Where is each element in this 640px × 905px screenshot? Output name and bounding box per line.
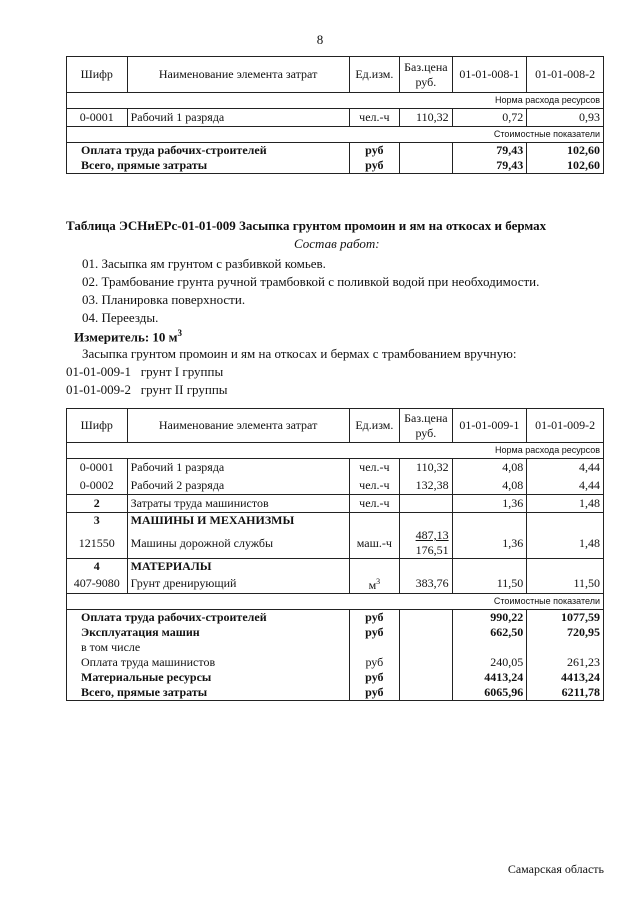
table-row: в том числе bbox=[67, 640, 604, 655]
cost-table-009 bbox=[66, 408, 604, 701]
work-item: 02. Трамбование грунта ручной трамбовкой с поливкой водой при необходимости. bbox=[82, 274, 540, 289]
table-row: Оплата труда рабочих-строителей руб 79,43 102,60 bbox=[67, 143, 604, 159]
header-code: Шифр bbox=[67, 409, 128, 443]
header-price: Баз.цена руб. bbox=[400, 57, 452, 93]
table-header-row bbox=[67, 409, 604, 443]
group-row: 4 МАТЕРИАЛЫ bbox=[67, 559, 604, 575]
band-norms: Норма расхода ресурсов bbox=[67, 443, 604, 459]
header-col1: 01-01-009-1 bbox=[452, 409, 527, 443]
group-row: 3 МАШИНЫ И МЕХАНИЗМЫ bbox=[67, 513, 604, 529]
variant-line: 01-01-009-2 грунт II группы bbox=[66, 382, 228, 397]
band-costs: Стоимостные показатели bbox=[67, 594, 604, 610]
page-number: 8 bbox=[316, 32, 324, 47]
band-costs: Стоимостные показатели bbox=[67, 127, 604, 143]
table-row: 0-0002 Рабочий 2 разряда чел.-ч 132,38 4,08 4,44 bbox=[67, 477, 604, 495]
section-title: Таблица ЭСНиЕРс-01-01-009 Засыпка грунтом промоин и ям на откосах и бермах bbox=[66, 218, 547, 233]
table-row: Оплата труда машинистов руб 240,05 261,23 bbox=[67, 655, 604, 670]
work-item: 04. Переезды. bbox=[82, 310, 159, 325]
work-item: 01. Засыпка ям грунтом с разбивкой комьев. bbox=[82, 256, 326, 271]
table-row: 121550 Машины дорожной службы маш.-ч 487,13 176,51 1,36 1,48 bbox=[67, 528, 604, 559]
band-row bbox=[67, 93, 604, 109]
cost-table-008 bbox=[66, 56, 604, 174]
table-row: Материальные ресурсы руб 4413,24 4413,24 bbox=[67, 670, 604, 685]
table-row: Оплата труда рабочих-строителей руб 990,22 1077,59 bbox=[67, 610, 604, 626]
header-col2: 01-01-008-2 bbox=[527, 57, 604, 93]
table-row: 0-0001 Рабочий 1 разряда чел.-ч 110,32 0,72 0,93 bbox=[67, 109, 604, 127]
works-heading: Состав работ: bbox=[294, 236, 380, 251]
footer-region: Самарская область bbox=[507, 862, 604, 876]
table-header-row bbox=[67, 57, 604, 93]
header-col1: 01-01-008-1 bbox=[452, 57, 527, 93]
header-code: Шифр bbox=[67, 57, 128, 93]
table-row: Эксплуатация машин руб 662,50 720,95 bbox=[67, 625, 604, 640]
band-row bbox=[67, 127, 604, 143]
table-row: 407-9080 Грунт дренирующий $м^3$ 383,76 11,50 11,50 bbox=[67, 574, 604, 594]
header-name: Наименование элемента затрат bbox=[127, 409, 349, 443]
band-row bbox=[67, 443, 604, 459]
table-row: Всего, прямые затраты руб 79,43 102,60 bbox=[67, 158, 604, 174]
header-unit: Ед.изм. bbox=[349, 57, 399, 93]
header-price: Баз.цена руб. bbox=[400, 409, 452, 443]
header-unit: Ед.изм. bbox=[349, 409, 399, 443]
table-row: 0-0001 Рабочий 1 разряда чел.-ч 110,32 4,08 4,44 bbox=[67, 459, 604, 477]
band-row bbox=[67, 594, 604, 610]
description: Засыпка грунтом промоин и ям на откосах и бермах с трамбованием вручную: bbox=[82, 346, 517, 361]
table-row: Всего, прямые затраты руб 6065,96 6211,78 bbox=[67, 685, 604, 701]
header-col2: 01-01-009-2 bbox=[527, 409, 604, 443]
table-row: 2 Затраты труда машинистов чел.-ч 1,36 1,48 bbox=[67, 495, 604, 513]
variant-line: 01-01-009-1 грунт I группы bbox=[66, 364, 224, 379]
band-norms: Норма расхода ресурсов bbox=[67, 93, 604, 109]
work-item: 03. Планировка поверхности. bbox=[82, 292, 246, 307]
meter: Измеритель: 10 $м^3$ bbox=[74, 328, 183, 345]
header-name: Наименование элемента затрат bbox=[127, 57, 349, 93]
